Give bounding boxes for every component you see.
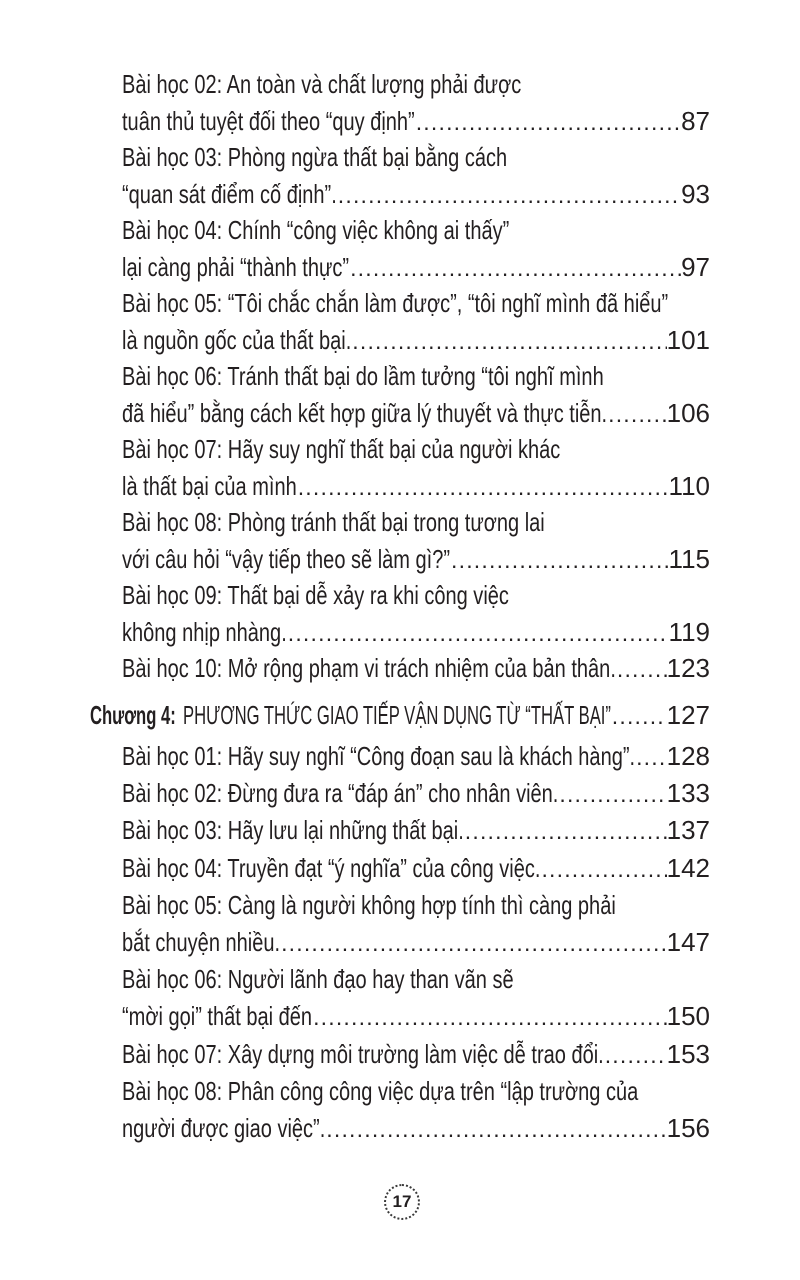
toc-entry-text-wrap <box>122 614 287 651</box>
toc-entry-line <box>90 358 710 395</box>
toc-entry-text-wrap <box>122 577 509 614</box>
dot-leader <box>540 851 666 888</box>
toc-entry-line <box>90 850 710 887</box>
toc-entry-line <box>90 998 710 1035</box>
toc-entry-text: với câu hỏi “vậy tiếp theo sẽ làm gì?” <box>122 543 451 574</box>
page-number: 128 <box>666 741 710 771</box>
toc-entry-text-wrap <box>122 887 616 924</box>
dot-leader <box>351 323 666 360</box>
dot-leader <box>349 250 681 287</box>
toc-entry-line <box>90 103 710 140</box>
dot-leader <box>287 615 669 652</box>
toc-entry-text: Bài học 04: Truyền đạt “ý nghĩa” của công việc. <box>122 852 541 883</box>
page-number: 133 <box>666 778 710 809</box>
dot-leader <box>604 1037 667 1074</box>
toc-entry-text-wrap <box>122 650 616 687</box>
toc-entry-line <box>90 139 710 176</box>
page-number: 106 <box>666 397 710 428</box>
toc-entry-text-wrap <box>122 212 509 249</box>
dot-leader <box>297 469 669 506</box>
dot-leader <box>611 698 667 735</box>
toc-entry-text-wrap <box>122 541 450 578</box>
toc-entry-text-wrap <box>122 504 545 541</box>
dot-leader <box>415 104 681 141</box>
toc-entry-text-wrap <box>122 322 351 359</box>
toc-entry-line <box>90 775 710 812</box>
toc-entry-text: Bài học 08: Phòng tránh thất bại trong tương lai <box>122 507 545 537</box>
page-number: 127 <box>666 699 710 730</box>
dot-leader <box>312 999 667 1036</box>
toc-entry-line <box>90 322 710 359</box>
toc-entry-text-wrap <box>122 285 668 322</box>
toc-entry-text: không nhịp nhàng. <box>122 616 287 647</box>
dot-leader <box>325 1111 666 1148</box>
page-number: 153 <box>666 1038 710 1069</box>
toc-entry-line <box>90 285 710 322</box>
toc-entry-text-wrap <box>122 1110 325 1147</box>
toc-entry-text: Bài học 03: Phòng ngừa thất bại bằng cách <box>122 142 508 172</box>
page-number: 97 <box>681 251 710 282</box>
toc-entry-line <box>90 650 710 687</box>
page-number: 93 <box>681 178 710 209</box>
chapter-section <box>90 697 710 734</box>
toc-entry-line <box>90 1073 710 1110</box>
toc-entry-text: bắt chuyện nhiều. <box>122 926 281 957</box>
page-number: 156 <box>666 1112 710 1143</box>
chapter-label-wrap <box>90 697 176 734</box>
toc-entry-text-wrap <box>122 961 514 998</box>
toc-entry-text: Bài học 10: Mở rộng phạm vi trách nhiệm của bản thân. <box>122 653 616 683</box>
toc-entry-text-wrap <box>122 139 507 176</box>
page-number: 87 <box>681 105 710 136</box>
toc-entry-line <box>90 504 710 541</box>
toc-entry-text: Bài học 08: Phân công công việc dựa trên “lập trường của <box>122 1075 639 1106</box>
dot-leader <box>280 925 667 962</box>
toc-entry-line <box>90 924 710 961</box>
toc-entry-line <box>90 541 710 578</box>
table-of-contents <box>90 66 710 1147</box>
toc-entry-line <box>90 431 710 468</box>
toc-entry-text-wrap <box>122 176 337 213</box>
toc-entry-text-wrap <box>122 924 280 961</box>
folio-circle <box>384 1184 420 1220</box>
toc-entry-text: “mời gọi” thất bại đến <box>122 1001 313 1032</box>
toc-entry-text: “quan sát điểm cố định”. <box>122 178 337 209</box>
toc-entry-text: Bài học 05: Càng là người không hợp tính thì càng phải <box>122 889 616 920</box>
toc-entry-line <box>90 468 710 505</box>
toc-entry-text-wrap <box>122 249 349 286</box>
toc-entry-text-wrap <box>122 431 560 468</box>
toc-entry-text-wrap <box>122 998 312 1035</box>
dot-leader <box>464 813 667 850</box>
toc-entry-text: Bài học 07: Xây dựng môi trường làm việc dễ trao đổi. <box>122 1038 604 1069</box>
toc-entry-text: lại càng phải “thành thực” <box>122 251 350 282</box>
dot-leader <box>635 739 667 776</box>
toc-entry-text: là thất bại của mình <box>122 470 297 501</box>
dot-leader <box>450 542 669 579</box>
toc-entry-text: là nguồn gốc của thất bại. <box>122 324 352 355</box>
toc-entry-line <box>90 212 710 249</box>
dot-leader <box>558 776 666 813</box>
toc-entry-line <box>90 66 710 103</box>
toc-entry-line <box>90 176 710 213</box>
toc-entry-text-wrap <box>122 103 415 140</box>
toc-entry-line <box>90 1110 710 1147</box>
page-number: 101 <box>666 324 710 355</box>
toc-entry-line <box>90 738 710 775</box>
toc-entry-text: Bài học 05: “Tôi chắc chắn làm được”, “tôi nghĩ mình đã hiểu” <box>122 288 669 318</box>
chapter-title: PHƯƠNG THỨC GIAO TIẾP VẬN DỤNG TỪ “THẤT BẠI” <box>182 699 611 730</box>
page-number: 115 <box>668 543 710 574</box>
toc-entry-line <box>90 887 710 924</box>
toc-entry-text-wrap <box>122 1073 638 1110</box>
toc-entry-text: Bài học 02: An toàn và chất lượng phải được <box>122 69 522 99</box>
page-number: 147 <box>666 926 710 957</box>
toc-entry-text-wrap <box>122 812 464 849</box>
toc-entry-text-wrap <box>122 850 540 887</box>
lessons-section <box>90 738 710 1147</box>
page-number: 150 <box>666 1001 710 1032</box>
page-number: 123 <box>666 653 710 683</box>
toc-entry-line <box>90 1036 710 1073</box>
toc-entry-text: Bài học 03: Hãy lưu lại những thất bại. <box>122 815 464 846</box>
toc-entry-text-wrap <box>122 468 297 505</box>
toc-entry-line <box>90 614 710 651</box>
dot-leader <box>616 651 667 688</box>
page-number: 119 <box>668 616 710 647</box>
toc-entry-text: Bài học 06: Tránh thất bại do lầm tưởng “tôi nghĩ mình <box>122 361 604 391</box>
chapter-label: Chương 4: <box>90 699 176 730</box>
toc-entry-text: Bài học 06: Người lãnh đạo hay than vãn sẽ <box>122 964 514 995</box>
toc-entry-line <box>90 395 710 432</box>
toc-entry-line <box>90 577 710 614</box>
toc-entry-text: Bài học 02: Đừng đưa ra “đáp án” cho nhân viên. <box>122 778 559 809</box>
toc-entry-text: người được giao việc”. <box>122 1112 326 1143</box>
page-number: 110 <box>668 470 710 501</box>
toc-entry-line <box>90 812 710 849</box>
page-number: 142 <box>666 852 710 883</box>
chapter-title-wrap <box>183 697 611 734</box>
lessons-section <box>90 66 710 687</box>
toc-entry-text-wrap <box>122 1036 604 1073</box>
toc-entry-line <box>90 961 710 998</box>
toc-entry-text: đã hiểu” bằng cách kết hợp giữa lý thuyết và thực tiễn. <box>122 397 608 428</box>
toc-entry-text-wrap <box>122 358 604 395</box>
toc-entry-text: Bài học 07: Hãy suy nghĩ thất bại của người khác <box>122 434 561 464</box>
folio-number: 17 <box>392 1192 412 1211</box>
toc-entry-text-wrap <box>122 395 607 432</box>
toc-entry-text: Bài học 09: Thất bại dễ xảy ra khi công việc <box>122 580 509 610</box>
page-number: 137 <box>666 815 710 846</box>
toc-entry-text: tuân thủ tuyệt đối theo “quy định” <box>122 105 415 136</box>
toc-entry-text-wrap <box>122 738 635 775</box>
dot-leader <box>607 396 667 433</box>
chapter-heading <box>90 697 710 734</box>
toc-entry-text-wrap <box>122 775 558 812</box>
toc-entry-text: Bài học 01: Hãy suy nghĩ “Công đoạn sau là khách hàng”. <box>122 741 636 771</box>
toc-entry-text: Bài học 04: Chính “công việc không ai thấy” <box>122 215 510 245</box>
dot-leader <box>337 177 681 214</box>
toc-entry-text-wrap <box>122 66 521 103</box>
toc-entry-line <box>90 249 710 286</box>
